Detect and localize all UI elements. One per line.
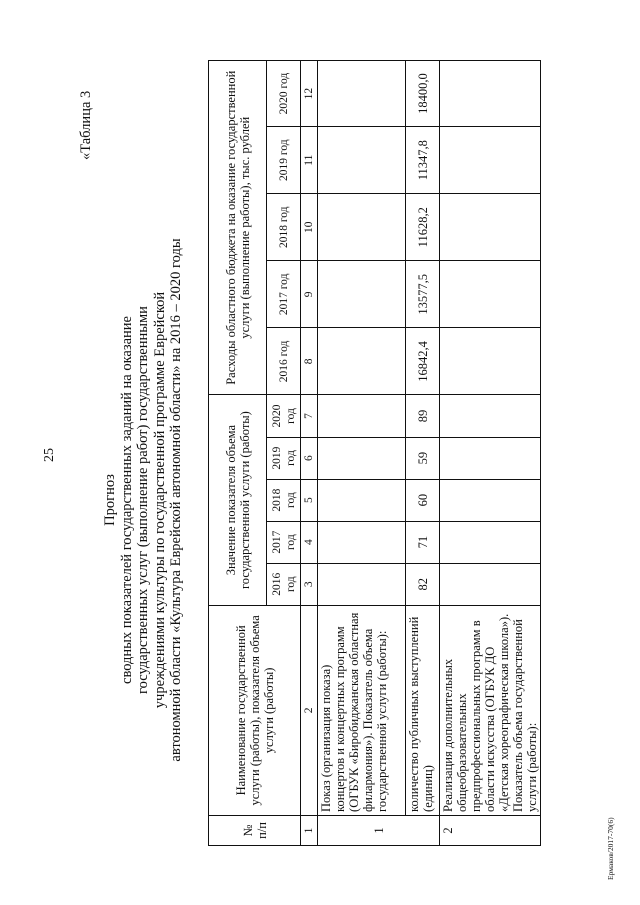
volume-cell	[440, 521, 541, 563]
col-number: 12	[301, 61, 318, 127]
volume-cell	[318, 395, 406, 437]
service-name: Показ (организация показа) концертов и концертных программ (ОГБУК «Биробиджанская областная филармония»). Показатель объема государственной услуги (работы):	[318, 605, 406, 815]
expense-cell	[440, 127, 541, 194]
col-number: 2	[301, 605, 318, 815]
col-number: 6	[301, 437, 318, 479]
year-header: 2016 год	[267, 328, 301, 395]
year-header: 2019 год	[267, 437, 301, 479]
year-header: 2018 год	[267, 479, 301, 521]
expense-cell: 18400,0	[406, 61, 440, 127]
title-line-5: автономной области «Культура Еврейской автономной области» на 2016 – 2020 годы	[168, 238, 184, 762]
volume-cell: 82	[406, 563, 440, 605]
forecast-table-grid	[208, 60, 541, 846]
table-row	[406, 61, 440, 846]
footer-code: Ермаков/2017-70(6)	[606, 817, 615, 880]
volume-cell: 89	[406, 395, 440, 437]
col-number: 5	[301, 479, 318, 521]
year-header: 2017 год	[267, 261, 301, 328]
row-number: 2	[440, 815, 541, 845]
title-line-2: сводных показателей государственных заданий на оказание	[119, 316, 135, 684]
expense-cell: 13577,5	[406, 261, 440, 328]
volume-cell	[440, 479, 541, 521]
col-number: 8	[301, 328, 318, 395]
expense-cell	[318, 127, 406, 194]
col-number: 11	[301, 127, 318, 194]
volume-cell	[318, 479, 406, 521]
row-number: 1	[318, 815, 440, 845]
col-number: 10	[301, 194, 318, 261]
col-number: 9	[301, 261, 318, 328]
col-number: 3	[301, 563, 318, 605]
volume-cell	[318, 563, 406, 605]
service-name: Реализация дополнительных общеобразовательных предпрофессиональных программ в области искусства (ОГБУК ДО «Детская хореографическая школа»). Показатель объема государственной услуги (работы):	[440, 605, 541, 815]
table-row	[318, 61, 406, 846]
page-number: 25	[42, 448, 57, 462]
expense-cell	[318, 261, 406, 328]
col-no-header: № п/п	[209, 815, 301, 845]
volume-cell	[440, 563, 541, 605]
volume-cell	[440, 437, 541, 479]
col-number: 7	[301, 395, 318, 437]
title-line-1: Прогноз	[102, 474, 118, 526]
expense-group-header: Расходы областного бюджета на оказание государственной услуги (выполнение работы), тыс. рублей	[209, 61, 267, 395]
volume-cell: 60	[406, 479, 440, 521]
indicator-name: количество публичных выступлений (единиц)	[406, 605, 440, 815]
forecast-table	[208, 60, 538, 846]
year-header: 2019 год	[267, 127, 301, 194]
table-row	[440, 61, 541, 846]
col-number: 4	[301, 521, 318, 563]
year-header: 2020 год	[267, 61, 301, 127]
volume-cell	[318, 521, 406, 563]
volume-cell	[318, 437, 406, 479]
volume-cell: 59	[406, 437, 440, 479]
expense-cell: 16842,4	[406, 328, 440, 395]
col-number: 1	[301, 815, 318, 845]
year-header: 2017 год	[267, 521, 301, 563]
title-line-4: учреждениями культуры по государственной программе Еврейской	[152, 291, 168, 709]
expense-cell	[318, 328, 406, 395]
expense-cell: 11628,2	[406, 194, 440, 261]
volume-cell	[440, 395, 541, 437]
year-header: 2016 год	[267, 563, 301, 605]
year-header: 2020 год	[267, 395, 301, 437]
expense-cell: 11347,8	[406, 127, 440, 194]
expense-cell	[440, 328, 541, 395]
expense-cell	[440, 194, 541, 261]
expense-cell	[318, 194, 406, 261]
expense-cell	[318, 61, 406, 127]
col-name-header: Наименование государственной услуги (работы), показателя объема услуги (работы)	[209, 605, 301, 815]
volume-group-header: Значение показателя объема государственной услуги (работы)	[209, 395, 267, 605]
table-label: «Таблица 3	[78, 90, 94, 160]
expense-cell	[440, 61, 541, 127]
year-header: 2018 год	[267, 194, 301, 261]
expense-cell	[440, 261, 541, 328]
volume-cell: 71	[406, 521, 440, 563]
title-line-3: государственных услуг (выполнение работ) государственными	[135, 306, 151, 694]
